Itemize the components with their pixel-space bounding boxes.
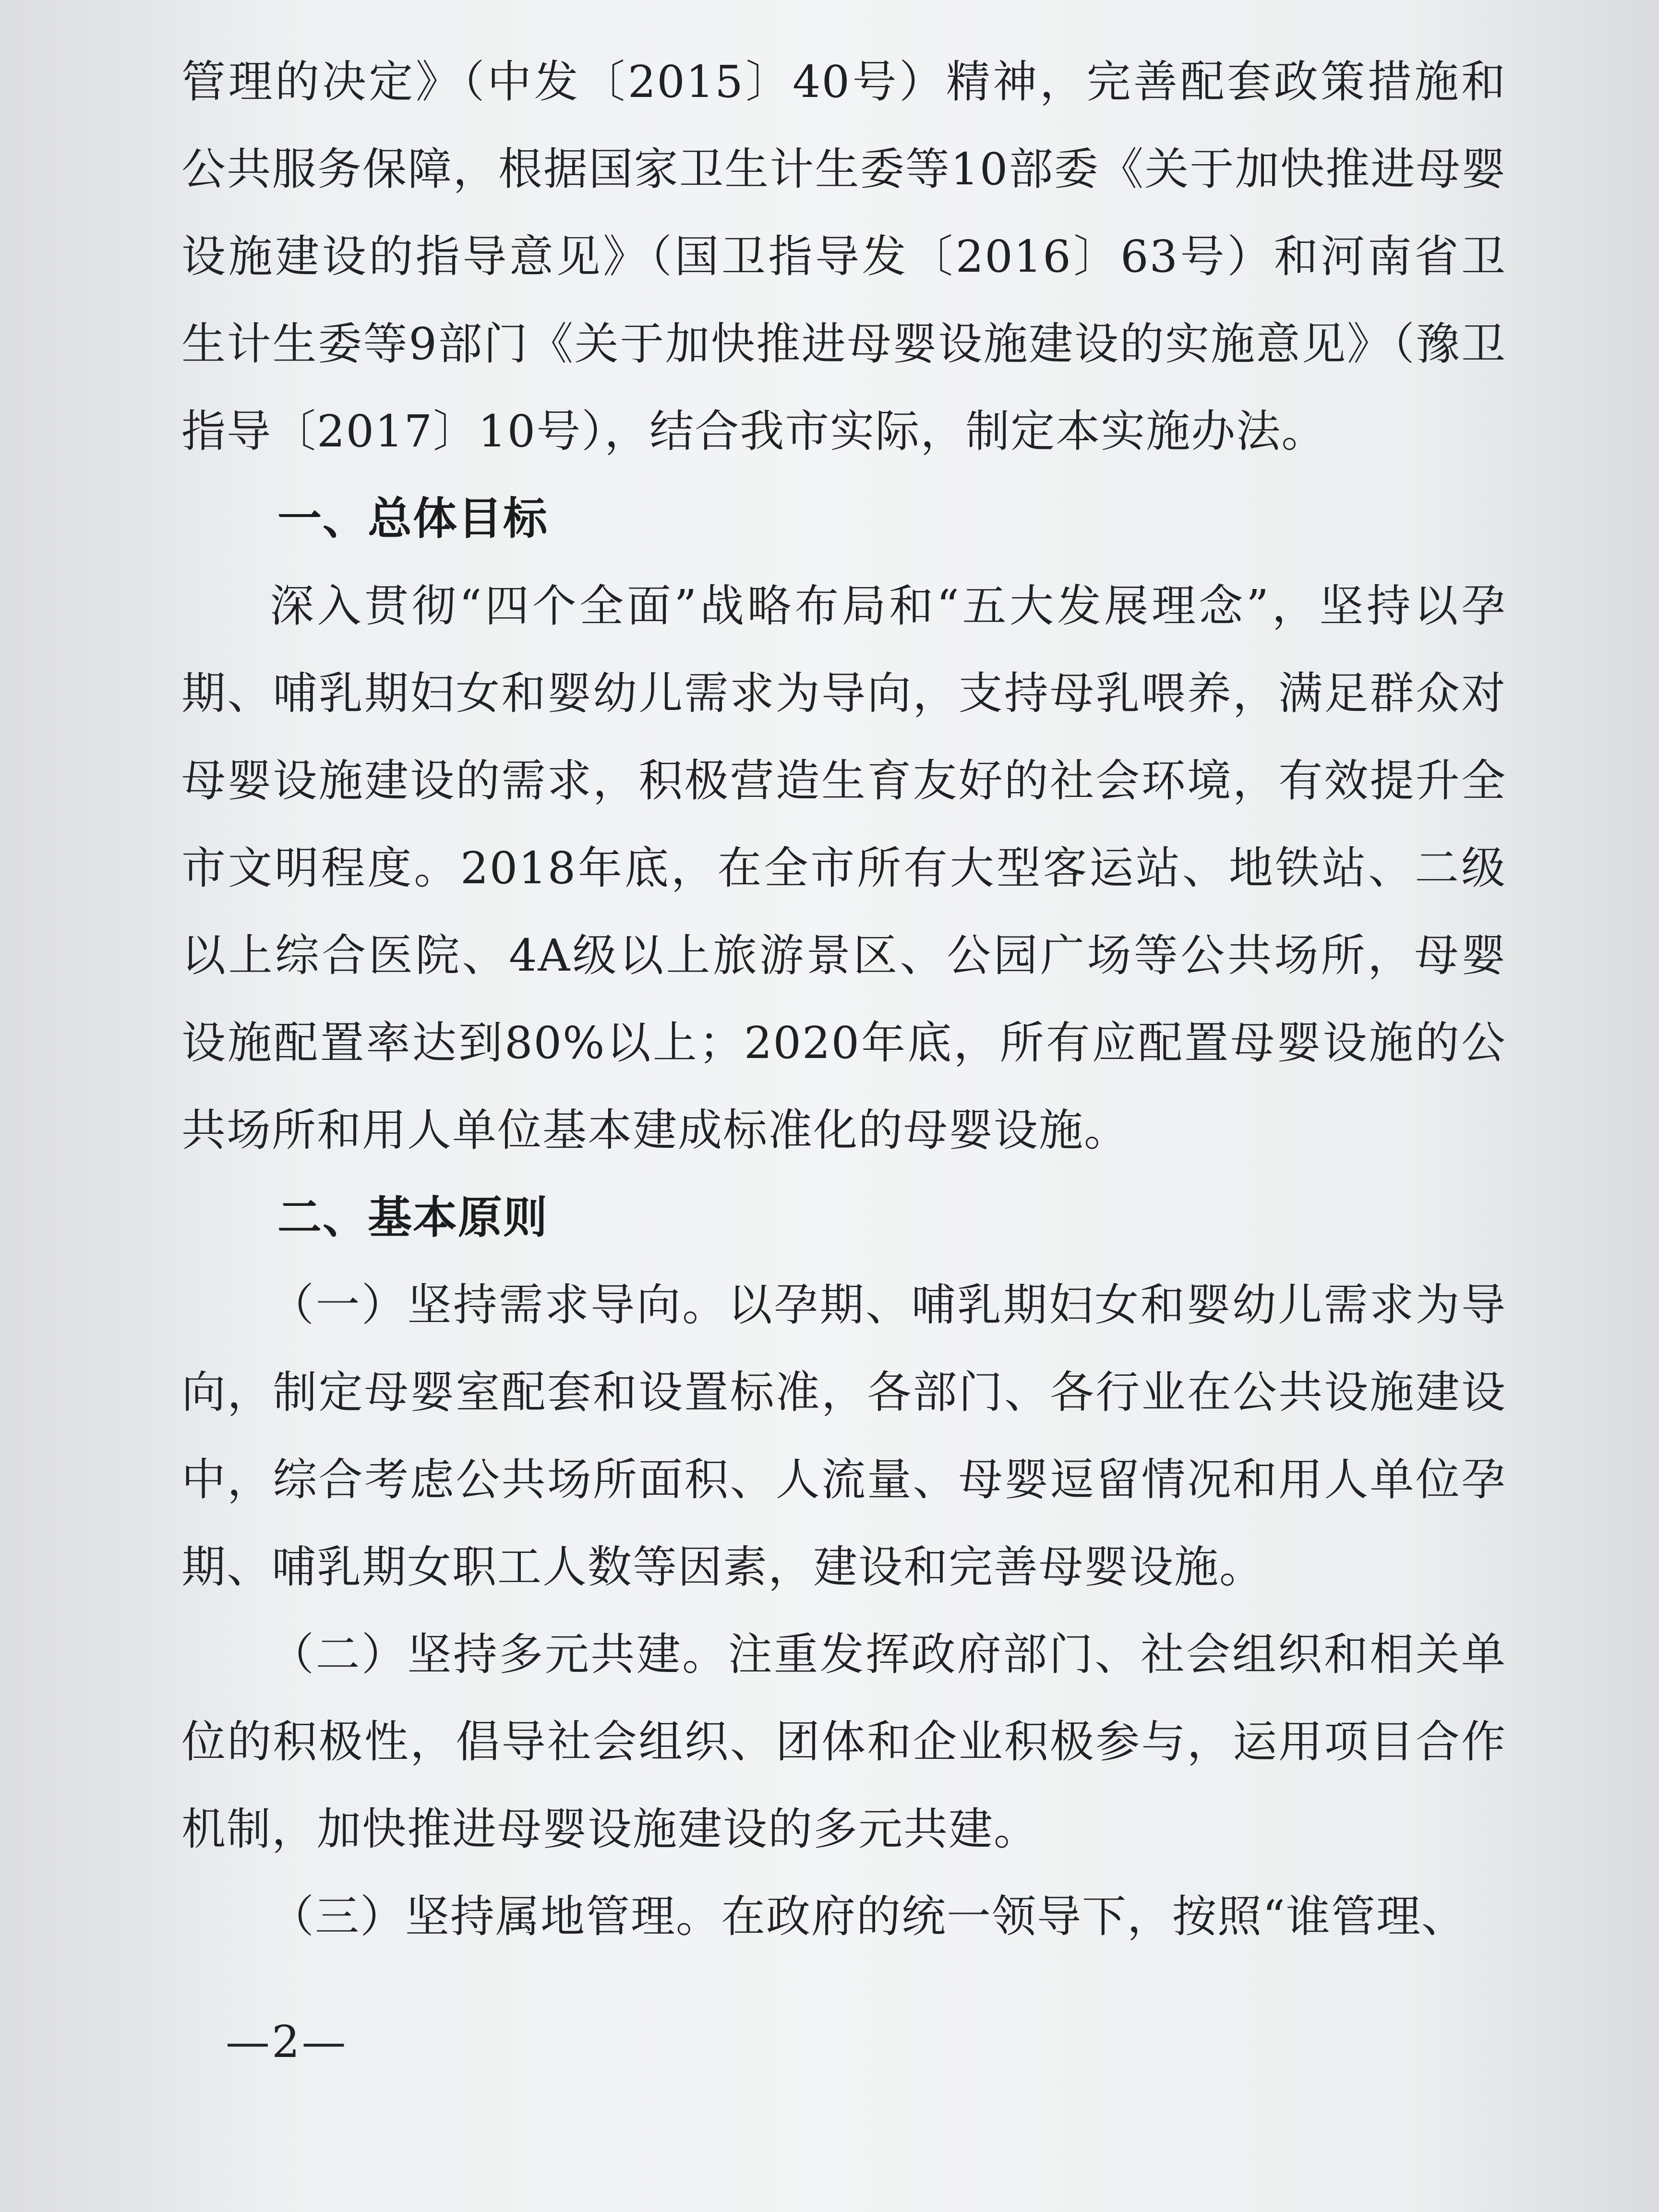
- section-heading-basic-principles: 二、基本原则: [277, 1192, 549, 1243]
- principle-item: （一）坚持需求导向。以孕期、哺乳期妇女和婴幼儿需求为导向，制定母婴室配套和设置标准，各部门、各行业在公共设施建设中，综合考虑公共场所面积、人流量、母婴逗留情况和用人单位孕期、哺乳期女职工人数等因素，建设和完善母婴设施。: [181, 1279, 1506, 1593]
- opening-paragraph: 管理的决定》（中发〔2015〕40号）精神，完善配套政策措施和公共服务保障，根据国家卫生计生委等10部委《关于加快推进母婴设施建设的指导意见》（国卫指导发〔2016〕63号）和河南省卫生计生委等9部门《关于加快推进母婴设施建设的实施意见》（豫卫指导〔2017〕10号），结合我市实际，制定本实施办法。: [181, 56, 1506, 457]
- page-number: —2—: [226, 2016, 348, 2068]
- section-paragraph-overall-goals: 深入贯彻“四个全面”战略布局和“五大发展理念”，坚持以孕期、哺乳期妇女和婴幼儿需求为导向，支持母乳喂养，满足群众对母婴设施建设的需求，积极营造生育友好的社会环境，有效提升全市文明程度。2018年底，在全市所有大型客运站、地铁站、二级以上综合医院、4A级以上旅游景区、公园广场等公共场所，母婴设施配置率达到80%以上；2020年底，所有应配置母婴设施的公共场所和用人单位基本建成标准化的母婴设施。: [181, 580, 1506, 1156]
- principle-item: （二）坚持多元共建。注重发挥政府部门、社会组织和相关单位的积极性，倡导社会组织、团体和企业积极参与，运用项目合作机制，加快推进母婴设施建设的多元共建。: [181, 1629, 1506, 1855]
- document-body: [181, 38, 1506, 1960]
- section-heading-overall-goals: 一、总体目标: [277, 493, 549, 544]
- principle-item: （三）坚持属地管理。在政府的统一领导下，按照“谁管理、: [270, 1891, 1467, 1942]
